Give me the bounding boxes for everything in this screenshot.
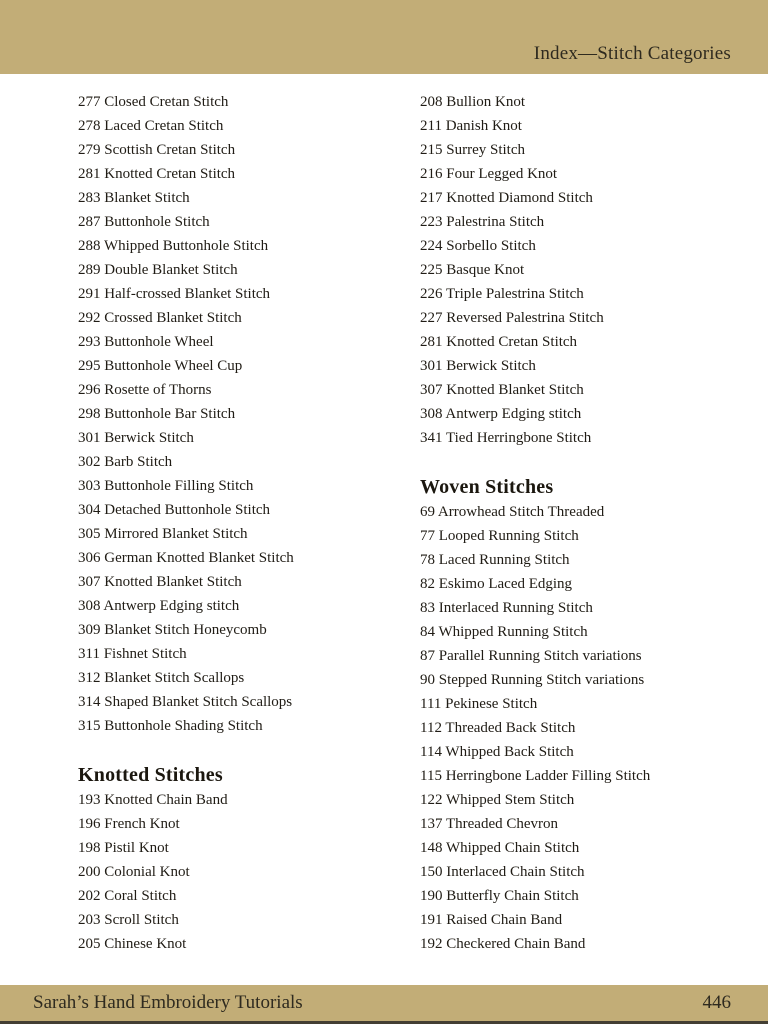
index-entry: 301 Berwick Stitch xyxy=(420,358,536,374)
section-heading: Knotted Stitches xyxy=(78,764,223,786)
index-entry: 200 Colonial Knot xyxy=(78,864,190,880)
index-entry: 295 Buttonhole Wheel Cup xyxy=(78,358,243,374)
index-entry: 196 French Knot xyxy=(78,816,180,832)
index-entry: 205 Chinese Knot xyxy=(78,936,187,952)
index-entry: 150 Interlaced Chain Stitch xyxy=(420,864,585,880)
index-entry: 302 Barb Stitch xyxy=(78,454,173,470)
footer-book-title: Sarah’s Hand Embroidery Tutorials xyxy=(33,991,303,1013)
index-entry: 112 Threaded Back Stitch xyxy=(420,720,576,736)
index-entry: 87 Parallel Running Stitch variations xyxy=(420,648,642,664)
index-entry: 287 Buttonhole Stitch xyxy=(78,214,210,230)
index-entry: 307 Knotted Blanket Stitch xyxy=(420,382,584,398)
index-entry: 308 Antwerp Edging stitch xyxy=(420,406,582,422)
index-entry: 191 Raised Chain Band xyxy=(420,912,563,928)
index-entry: 227 Reversed Palestrina Stitch xyxy=(420,310,604,326)
page-header-title: Index—Stitch Categories xyxy=(533,43,731,64)
index-entry: 115 Herringbone Ladder Filling Stitch xyxy=(420,768,651,784)
index-entry: 203 Scroll Stitch xyxy=(78,912,179,928)
index-entry: 208 Bullion Knot xyxy=(420,94,526,110)
index-entry: 217 Knotted Diamond Stitch xyxy=(420,190,593,206)
index-entry: 225 Basque Knot xyxy=(420,262,525,278)
index-entry: 216 Four Legged Knot xyxy=(420,166,558,182)
page-footer-band xyxy=(0,985,768,1024)
index-entry: 223 Palestrina Stitch xyxy=(420,214,545,230)
index-entry: 289 Double Blanket Stitch xyxy=(78,262,238,278)
index-entry: 309 Blanket Stitch Honeycomb xyxy=(78,622,267,638)
index-entry: 278 Laced Cretan Stitch xyxy=(78,118,224,134)
index-entry: 306 German Knotted Blanket Stitch xyxy=(78,550,294,566)
index-entry: 202 Coral Stitch xyxy=(78,888,177,904)
index-entry: 137 Threaded Chevron xyxy=(420,816,559,832)
index-entry: 84 Whipped Running Stitch xyxy=(420,624,588,640)
index-entry: 304 Detached Buttonhole Stitch xyxy=(78,502,271,518)
index-entry: 296 Rosette of Thorns xyxy=(78,382,212,398)
index-entry: 148 Whipped Chain Stitch xyxy=(420,840,580,856)
index-entry: 82 Eskimo Laced Edging xyxy=(420,576,573,592)
index-entry: 192 Checkered Chain Band xyxy=(420,936,586,952)
index-entry: 190 Butterfly Chain Stitch xyxy=(420,888,579,904)
footer-page-number: 446 xyxy=(702,991,731,1013)
index-entry: 193 Knotted Chain Band xyxy=(78,792,228,808)
index-entry: 279 Scottish Cretan Stitch xyxy=(78,142,236,158)
index-entry: 69 Arrowhead Stitch Threaded xyxy=(420,504,605,520)
index-entry: 114 Whipped Back Stitch xyxy=(420,744,574,760)
index-entry: 308 Antwerp Edging stitch xyxy=(78,598,240,614)
index-entry: 301 Berwick Stitch xyxy=(78,430,194,446)
index-entry: 291 Half-crossed Blanket Stitch xyxy=(78,286,271,302)
index-entry: 341 Tied Herringbone Stitch xyxy=(420,430,592,446)
index-entry: 298 Buttonhole Bar Stitch xyxy=(78,406,236,422)
index-entry: 305 Mirrored Blanket Stitch xyxy=(78,526,248,542)
index-entry: 211 Danish Knot xyxy=(420,118,522,134)
page-header-band xyxy=(0,0,768,74)
index-entry: 281 Knotted Cretan Stitch xyxy=(420,334,578,350)
index-entry: 314 Shaped Blanket Stitch Scallops xyxy=(78,694,293,710)
index-entry: 281 Knotted Cretan Stitch xyxy=(78,166,236,182)
index-column-right xyxy=(420,90,755,956)
index-entry: 78 Laced Running Stitch xyxy=(420,552,570,568)
index-entry: 83 Interlaced Running Stitch xyxy=(420,600,593,616)
index-entry: 293 Buttonhole Wheel xyxy=(78,334,214,350)
index-entry: 111 Pekinese Stitch xyxy=(420,696,538,712)
index-entry: 303 Buttonhole Filling Stitch xyxy=(78,478,254,494)
index-entry: 77 Looped Running Stitch xyxy=(420,528,579,544)
index-entry: 226 Triple Palestrina Stitch xyxy=(420,286,584,302)
index-column-left xyxy=(78,90,413,956)
index-entry: 122 Whipped Stem Stitch xyxy=(420,792,575,808)
index-entry: 215 Surrey Stitch xyxy=(420,142,525,158)
index-entry: 288 Whipped Buttonhole Stitch xyxy=(78,238,269,254)
index-entry: 90 Stepped Running Stitch variations xyxy=(420,672,645,688)
section-heading: Woven Stitches xyxy=(420,476,554,498)
index-entry: 292 Crossed Blanket Stitch xyxy=(78,310,242,326)
index-entry: 277 Closed Cretan Stitch xyxy=(78,94,229,110)
index-entry: 283 Blanket Stitch xyxy=(78,190,190,206)
index-entry: 224 Sorbello Stitch xyxy=(420,238,536,254)
index-entry: 312 Blanket Stitch Scallops xyxy=(78,670,245,686)
index-entry: 311 Fishnet Stitch xyxy=(78,646,187,662)
index-entry: 198 Pistil Knot xyxy=(78,840,169,856)
index-entry: 315 Buttonhole Shading Stitch xyxy=(78,718,263,734)
index-entry: 307 Knotted Blanket Stitch xyxy=(78,574,242,590)
